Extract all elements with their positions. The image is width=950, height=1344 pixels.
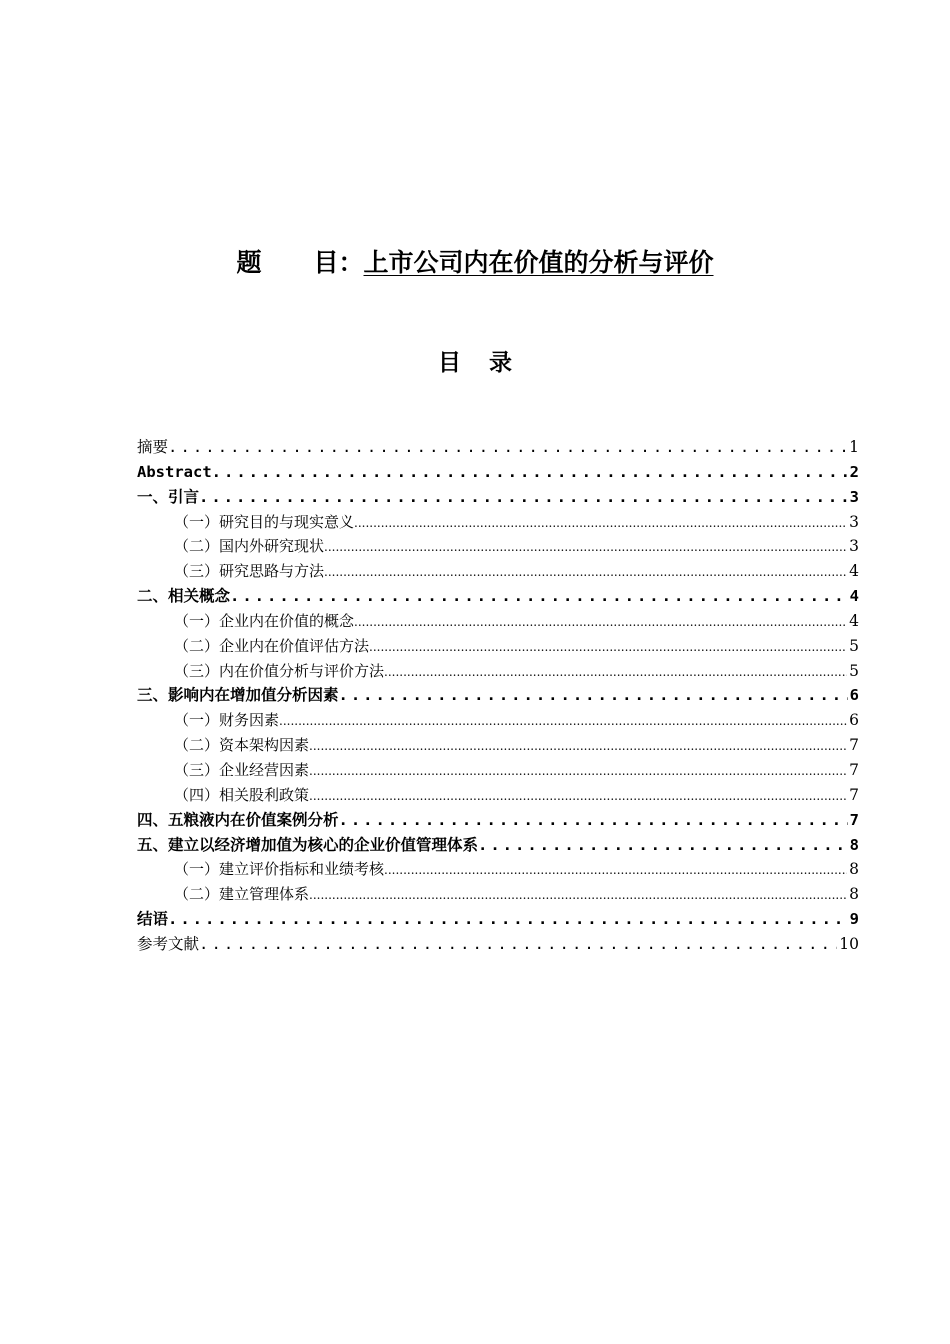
toc-entry[interactable] [137,609,859,634]
title-value: 上市公司内在价值的分析与评价 [363,248,714,277]
toc-entry[interactable] [137,932,859,957]
toc-entry[interactable] [137,435,859,460]
toc-entry-page-number: 6 [849,686,859,705]
dot-leader [324,535,847,560]
dot-leader [309,883,847,908]
toc-entry[interactable] [137,683,859,708]
toc-entry[interactable] [137,534,859,559]
toc-entry-title: （二）建立管理体系 [174,885,310,904]
toc-entry[interactable] [137,559,859,584]
toc-entry[interactable] [137,634,859,659]
dot-leader [279,709,847,734]
toc-entry-page-number: 5 [849,636,859,655]
toc-entry-page-number: 8 [849,885,859,904]
toc-entry-title: 二、相关概念 [137,587,231,606]
toc-entry[interactable] [137,907,859,932]
dot-leader [384,660,847,685]
toc-entry[interactable] [137,783,859,808]
toc-entry-page-number: 10 [839,934,859,953]
toc-entry-page-number: 4 [849,562,859,581]
toc-entry[interactable] [137,659,859,684]
dot-leader [168,435,847,460]
toc-entry-page-number: 3 [849,487,859,506]
document-title [0,243,950,279]
toc-entry-title: 结语 [137,910,169,929]
toc-entry-page-number: 5 [849,661,859,680]
toc-entry[interactable] [137,708,859,733]
toc-entry-title: （三）研究思路与方法 [174,562,325,581]
toc-entry-title: 摘要 [137,438,169,456]
toc-entry-page-number: 7 [849,760,859,779]
table-of-contents [137,435,859,957]
dot-leader [168,907,848,932]
toc-entry-page-number: 3 [849,537,859,556]
toc-entry-page-number: 8 [849,835,859,854]
title-label-suffix: 目： [313,248,364,277]
toc-entry-page-number: 4 [849,587,859,606]
toc-entry[interactable] [137,758,859,783]
toc-entry-page-number: 8 [849,860,859,879]
toc-entry-page-number: 6 [849,711,859,730]
toc-heading: 目录 [438,350,540,376]
toc-entry-title: （二）资本架构因素 [174,736,310,755]
dot-leader [309,734,847,759]
dot-leader [339,808,848,833]
dot-leader [309,784,847,809]
toc-entry-page-number: 7 [849,785,859,804]
toc-entry-title: （三）内在价值分析与评价方法 [174,661,385,680]
toc-entry-title: 三、影响内在增加值分析因素 [137,686,339,705]
toc-entry-title: （二）国内外研究现状 [174,537,325,556]
toc-entry-page-number: 2 [849,462,859,481]
toc-entry-title: 四、五粮液内在价值案例分析 [137,810,339,829]
dot-leader [354,610,847,635]
toc-entry[interactable] [137,857,859,882]
dot-leader [354,511,847,536]
dot-leader [369,635,847,660]
toc-entry-title: （一）研究目的与现实意义 [174,512,355,531]
toc-entry[interactable] [137,882,859,907]
dot-leader [199,932,837,957]
toc-entry-title: 参考文献 [137,934,200,953]
toc-entry-page-number: 4 [849,611,859,630]
toc-entry[interactable] [137,833,859,858]
toc-entry-title: （二）企业内在价值评估方法 [174,636,370,655]
toc-entry[interactable] [137,460,859,485]
dot-leader [339,683,848,708]
toc-entry-title: （一）企业内在价值的概念 [174,611,355,630]
dot-leader [478,833,848,858]
toc-entry-page-number: 7 [849,810,859,829]
title-label: 题 [236,248,262,277]
dot-leader [384,858,847,883]
toc-entry-page-number: 9 [849,910,859,929]
toc-entry-title: Abstract [137,462,212,481]
toc-entry-page-number: 7 [849,736,859,755]
dot-leader [324,560,847,585]
toc-entry[interactable] [137,808,859,833]
toc-entry-title: （四）相关股利政策 [174,785,310,804]
toc-entry-title: （三）企业经营因素 [174,760,310,779]
dot-leader [309,759,847,784]
dot-leader [230,584,848,609]
toc-entry[interactable] [137,584,859,609]
toc-entry-title: （一）财务因素 [174,711,280,730]
toc-entry[interactable] [137,733,859,758]
toc-entry-title: （一）建立评价指标和业绩考核 [174,860,385,879]
toc-entry-page-number: 3 [849,512,859,531]
toc-entry[interactable] [137,510,859,535]
toc-entry-title: 五、建立以经济增加值为核心的企业价值管理体系 [137,835,479,854]
dot-leader [212,460,848,485]
toc-entry-page-number: 1 [849,438,859,456]
toc-entry-title: 一、引言 [137,487,200,506]
toc-entry[interactable] [137,485,859,510]
dot-leader [199,485,848,510]
